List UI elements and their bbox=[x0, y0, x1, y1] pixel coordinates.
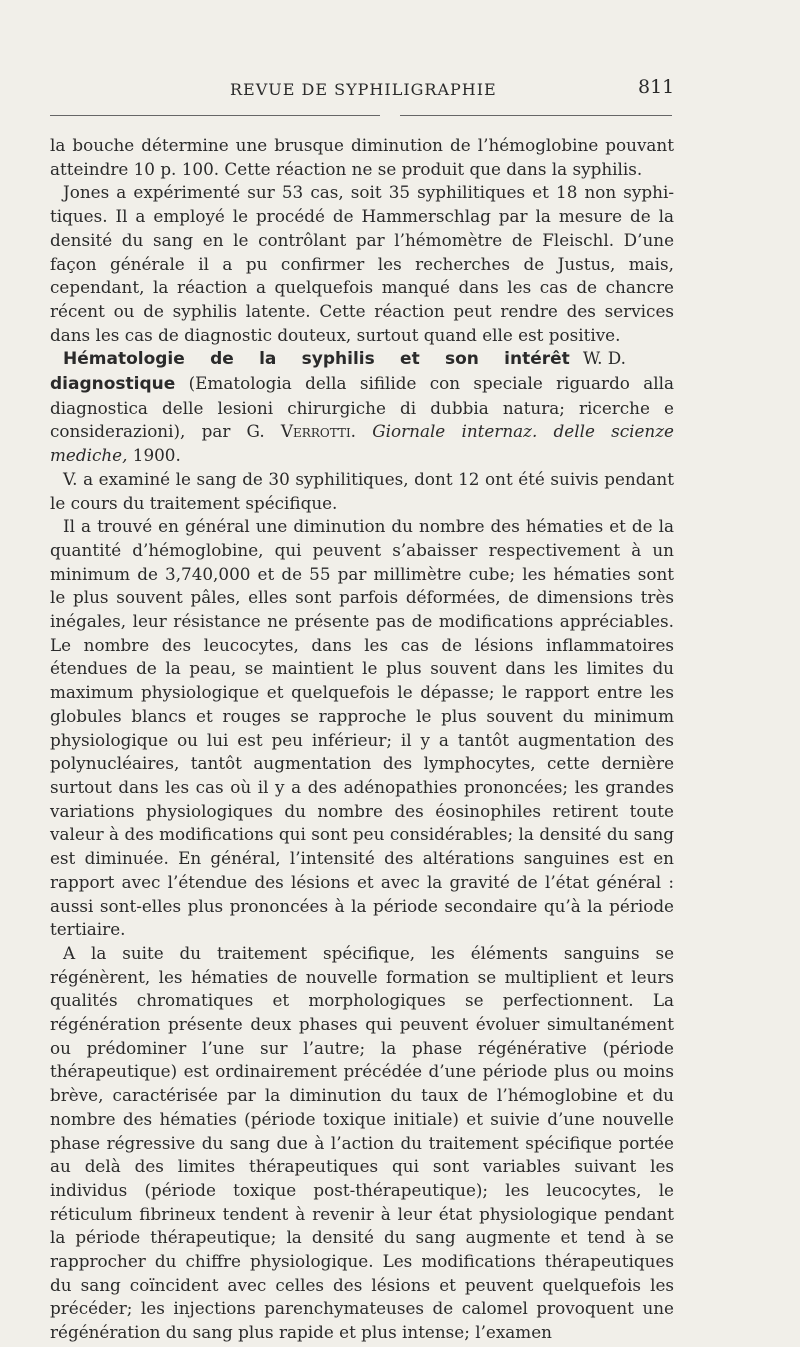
paragraph-5: Il a trouvé en général une diminution du nombre des hématies et de la quantité d’hémoglobine, qui peuvent s’abaisser respectivement à un minimum de 3,740,000 et de 55 par millimètre cube; les hématies sont le plus souvent pâles, elles sont parfois déformées, de dimensions très inégales, leur résistance ne présente pas de modifications appréciables. Le nombre des leucocytes, dans les cas de lésions inflammatoires étendues de la peau, se maintient le plus souvent dans les limites du maximum physiologique et quelquefois le dépasse; le rapport entre les globules blancs et rouges se rapproche le plus souvent du minimum physiologique ou lui est peu inférieur; il y a tantôt augmentation des polynucléaires, tantôt augmentation des lymphocytes, cette dernière surtout dans les cas où il y a des adénopathies prononcées; les grandes variations physiologiques du nombre des éosinophiles retirent toute valeur à des modifications qui sont peu considérables; la densité du sang est diminuée. En général, l’intensité des altérations sanguines est en rapport avec l’étendue des lésions et avec la gravité de l’état général : aussi sont-elles plus prononcées à la période secondaire qu’à la période tertiaire. bbox=[50, 516, 674, 940]
page-number: 811 bbox=[638, 76, 675, 98]
abstract-title: Hématologie de la syphilis et son intérêt diagnostique bbox=[50, 349, 570, 395]
journal-name: Giornale internaz. delle scienze mediche, bbox=[50, 421, 674, 466]
header-rule-right bbox=[400, 115, 672, 116]
paragraph-4: V. a examiné le sang de 30 syphilitiques, dont 12 ont été suivis pendant le cours du traitement spécifique. bbox=[50, 468, 674, 513]
paragraph-6: A la suite du traitement spécifique, les éléments sanguins se régénèrent, les hématies de nouvelle formation se multiplient et leurs qualités chromatiques et morphologiques se perfectionnent. La régénération présente deux phases qui peuvent évoluer simultanément ou prédominer l’une sur l’autre; la phase régénérative (période thérapeutique) est ordinairement précédée d’une période plus ou moins brève, caractérisée par la diminution du taux de l’hémoglobine et du nombre des hématies (période toxique initiale) et suivie d’une nouvelle phase régressive du sang due à l’action du traitement spécifique portée au delà des limites thérapeutiques qui sont variables suivant les individus (période toxique post-thérapeutique); les leucocytes, le réticulum fibrineux tendent à revenir à leur état physiologique pendant la période thérapeutique; la densité du sang augmente et tend à se rapprocher du chiffre physiologique. Les modifications thérapeutiques du sang coïncident avec celles des lésions et peuvent quelquefois les précéder; les injections parenchymateuses de calomel provoquent une régénération du sang plus rapide et plus intense; l’examen bbox=[50, 942, 674, 1343]
journal-year: 1900. bbox=[127, 445, 181, 466]
body-text bbox=[50, 134, 674, 1345]
running-title: REVUE DE SYPHILIGRAPHIE bbox=[230, 80, 497, 99]
paragraph-2-text: Jones a expérimenté sur 53 cas, soit 35 syphilitiques et 18 non syphitiques. Il a employé le procédé de Hammerschlag par la mesure de la densité du sang en le contrôlant par l’hémomètre de Fleischl. D’une façon générale il a pu confirmer les recherches de Justus, mais, cependant, la réaction a quelquefois manqué dans les cas de chancre récent ou de syphilis latente. Cette réaction peut rendre des services dans les cas de diagnostic douteux, surtout quand elle est positive. bbox=[50, 182, 674, 345]
signature: W. D. bbox=[582, 348, 626, 369]
paragraph-1: la bouche détermine une brusque diminution de l’hémoglobine pouvant atteindre 10 p. 100. Cette réaction ne se produit que dans la syphilis. bbox=[50, 135, 674, 179]
page-header bbox=[0, 76, 800, 110]
paragraph-2 bbox=[50, 181, 674, 369]
header-rule-left bbox=[50, 115, 380, 116]
abstract-reference: (Ematologia della sifilide con speciale riguardo alla diagnostica delle lesioni chirurgiche di dubbia natura; ricerche e considerazioni), par G. bbox=[50, 373, 674, 442]
abstract-author: Verrotti. bbox=[280, 421, 357, 442]
